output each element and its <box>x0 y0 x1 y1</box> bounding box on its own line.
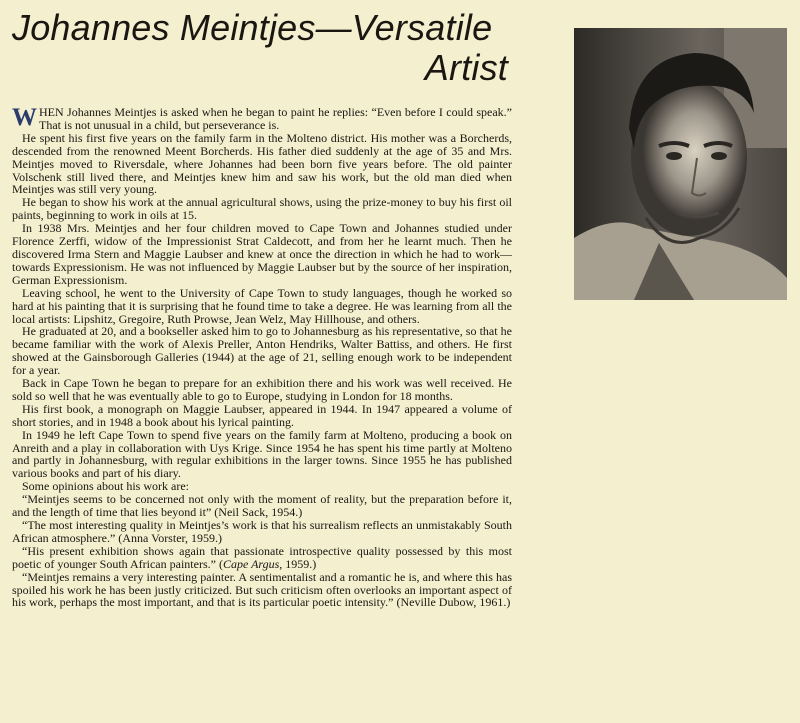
quote-source: (Anna Vorster, 1959.) <box>115 530 223 545</box>
article-body <box>12 106 512 609</box>
quote-source: (Neville Dubow, 1961.) <box>393 595 511 610</box>
title-line-1: Johannes Meintjes—Versatile <box>12 7 493 48</box>
article-paragraph: He began to show his work at the annual agricultural shows, using the prize-money to buy his first oil paints, beginning to work in oils at 15. <box>12 195 512 223</box>
quote-text: “The most interesting quality in Meintjes’s work is that his surrealism reflects an unmistakably South African atmosphere.” <box>12 518 512 545</box>
quote-source-publication: Cape Argus <box>222 556 280 571</box>
opinion-quote <box>12 571 512 610</box>
quote-text: “Meintjes seems to be concerned not only with the moment of reality, but the preparation before it, and the length of time that lies beyond it” <box>12 492 512 520</box>
opening-caps: HEN <box>39 105 64 119</box>
portrait-photo <box>574 28 787 300</box>
quote-text: “Meintjes remains a very interesting painter. A sentimentalist and a romantic he is, and where this has spoiled his work he has been justly criticized. But such criticism often overlooks an important aspect of his work, perhaps the most important, and that is its particular poetic intensity.” <box>12 569 512 610</box>
opinion-quote <box>12 519 512 545</box>
quote-text: “His present exhibition shows again that passionate introspective quality possessed by this most poetic of younger South African painters.” <box>12 543 512 571</box>
paragraph-text: Johannes Meintjes is asked when he began to paint he replies: “Even before I could speak.” That is not unusual in a child, but perseverance is. <box>39 105 512 132</box>
article-paragraph: In 1938 Mrs. Meintjes and her four children moved to Cape Town and Johannes studied under Florence Zerffi, widow of the Impressionist Strat Caldecott, and from her he learnt much. Then he discovered Irma Stern and Maggie Laubser and knew at once the direction in which he had to work—towards Expressionism. He was not influenced by Maggie Laubser but by the source of her inspiration, German Expressionism. <box>12 221 512 287</box>
article-paragraph: His first book, a monograph on Maggie Laubser, appeared in 1944. In 1947 appeared a volume of short stories, and in 1948 a book about his lyrical painting. <box>12 401 512 429</box>
article-paragraph <box>12 106 512 132</box>
drop-cap: W <box>12 104 37 131</box>
quote-source: (Neil Sack, 1954.) <box>211 505 303 520</box>
article-paragraph: He spent his first five years on the family farm in the Molteno district. His mother was a Borcherds, descended from the renowned Meent Borcherds. His father died suddenly at the age of 35 and Mrs. Meintjes moved to Riversdale, where Johannes had been born five years before. The old painter Volschenk still lived there, and Meintjes knew him and saw his work, but the old man died when Meintjes was still very young. <box>12 130 512 197</box>
quote-source: ( <box>215 556 223 571</box>
quote-source-date: , 1959.) <box>279 556 317 571</box>
opinion-quote <box>12 493 512 519</box>
opinion-quote <box>12 545 512 571</box>
article-paragraph: He graduated at 20, and a bookseller asked him to go to Johannesburg as his representative, so that he became familiar with the work of Alexis Preller, Anton Hendriks, Walter Battiss, and others. He first showed at the Gainsborough Galleries (1944) at the age of 21, selling enough work to be independent for a year. <box>12 324 512 378</box>
article-paragraph: Back in Cape Town he began to prepare for an exhibition there and his work was well received. He sold so well that he was eventually able to go to Europe, studying in London for 18 months. <box>12 376 512 403</box>
article-title <box>12 8 512 88</box>
article-paragraph: In 1949 he left Cape Town to spend five years on the family farm at Molteno, producing a book on Anreith and a play in collaboration with Uys Krige. Since 1954 he has spent his time partly at Molteno and partly in Johannesburg, with regular exhibitions in the larger towns. Since 1955 he has published various books and part of his diary. <box>12 427 512 481</box>
article-paragraph: Some opinions about his work are: <box>22 479 189 494</box>
title-line-2: Artist <box>424 47 508 88</box>
article-paragraph: Leaving school, he went to the University of Cape Town to study languages, though he worked so hard at his painting that it is surprising that he found time to take a degree. He was learning from all the local artists: Lipshitz, Gregoire, Ruth Prowse, Jean Welz, May Hillhouse, and others. <box>12 285 512 326</box>
